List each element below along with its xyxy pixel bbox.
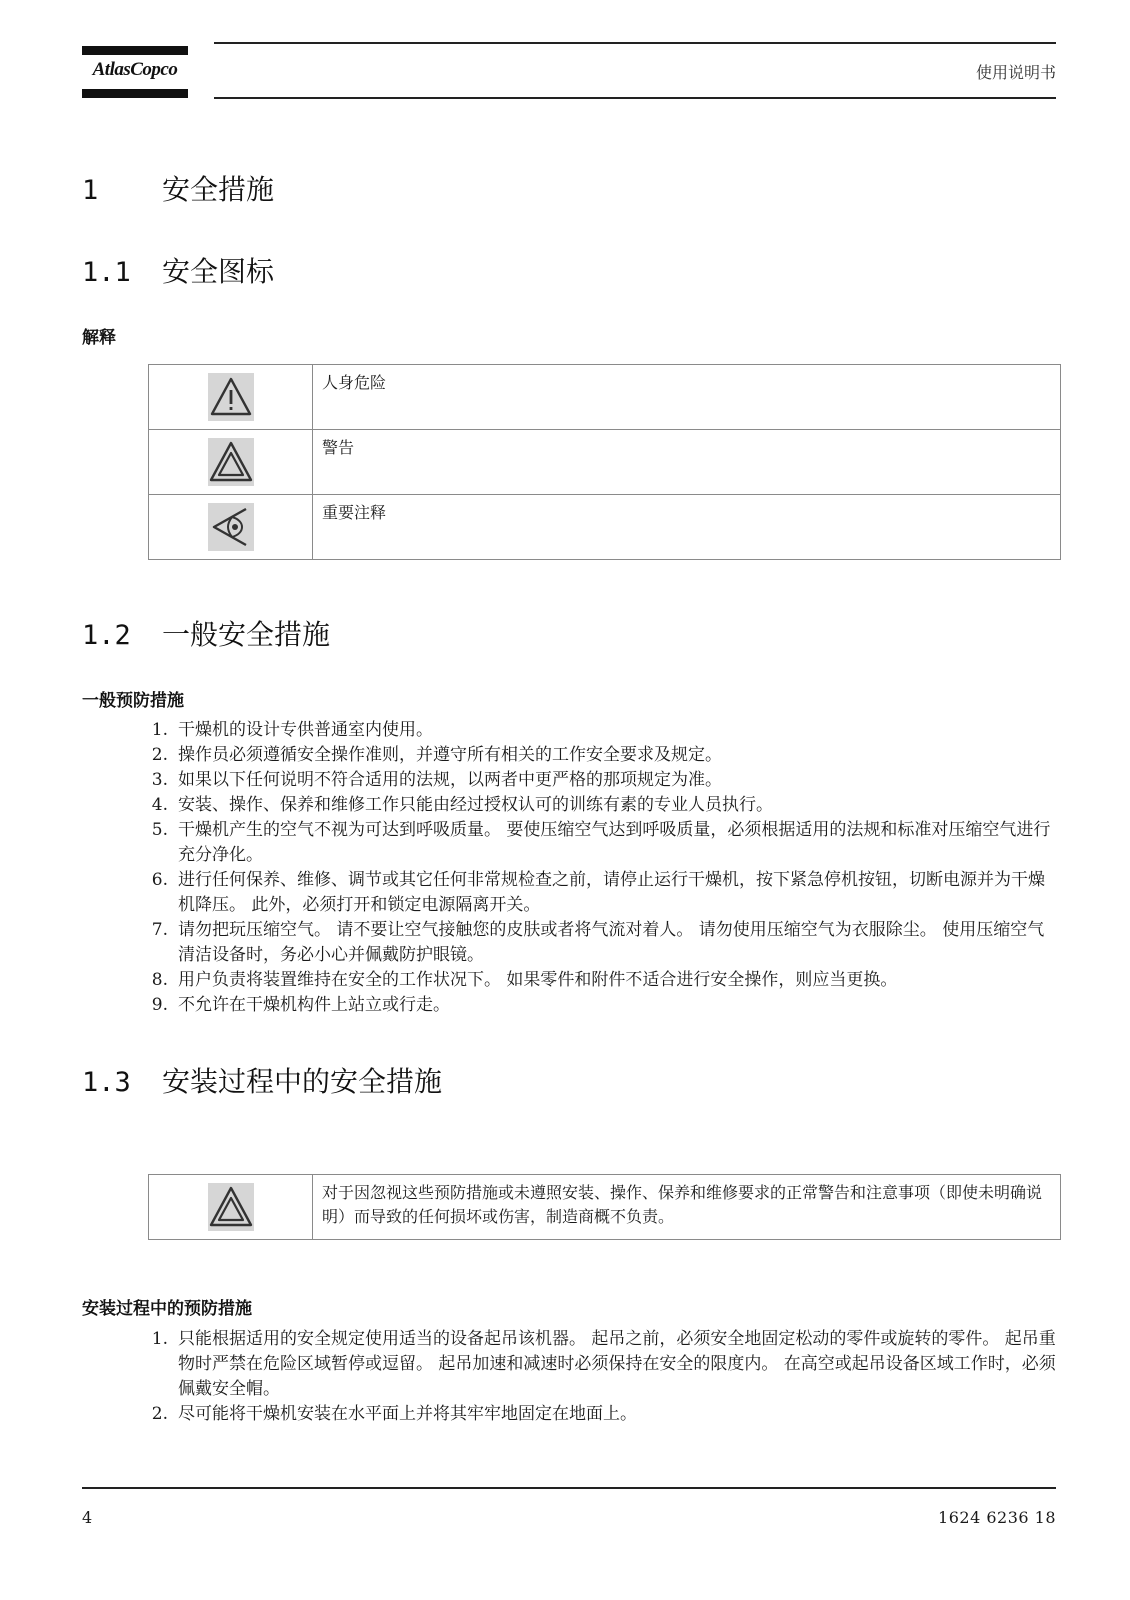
section-title: 一般安全措施 <box>162 618 331 651</box>
section-title: 安装过程中的安全措施 <box>162 1065 443 1098</box>
list-item-number: 2. <box>151 1404 168 1424</box>
list-item-number: 1. <box>151 1329 168 1349</box>
symbol-label: 人身危险 <box>313 365 1061 430</box>
icon-cell <box>149 365 313 430</box>
table-row <box>149 365 1061 430</box>
list-item <box>140 818 1060 868</box>
warning-triangle-icon <box>208 1183 254 1231</box>
list-item-number: 5. <box>151 820 168 840</box>
list-item <box>140 968 1060 993</box>
footer-rule <box>82 1487 1056 1489</box>
list-item-text: 只能根据适用的安全规定使用适当的设备起吊该机器。 起吊之前，必须安全地固定松动的零件或旋转的零件。 起吊重物时严禁在危险区域暂停或逗留。 起吊加速和减速时必须保持在安全的限度内。 在高空或起吊设备区域工作时，必须佩戴安全帽。 <box>178 1329 1056 1399</box>
section-title: 安全措施 <box>162 173 275 206</box>
list-item <box>140 718 1060 743</box>
list-item <box>140 768 1060 793</box>
list-item <box>140 743 1060 768</box>
section-number: 1.1 <box>82 257 131 288</box>
table-row <box>149 430 1061 495</box>
list-item-text: 用户负责将装置维持在安全的工作状况下。 如果零件和附件不适合进行安全操作，则应当更换。 <box>178 970 898 990</box>
install-precautions-list <box>140 1327 1060 1427</box>
general-precautions-list <box>140 718 1060 1018</box>
list-item-number: 4. <box>151 795 168 815</box>
symbol-label: 重要注释 <box>313 495 1061 560</box>
section-1-3-heading <box>82 1060 442 1100</box>
list-item-number: 9. <box>151 995 168 1015</box>
header-rule-bottom <box>214 97 1056 99</box>
atlas-copco-logo <box>82 46 188 98</box>
exclamation-triangle-icon <box>208 373 254 421</box>
list-item-text: 安装、操作、保养和维修工作只能由经过授权认可的训练有素的专业人员执行。 <box>178 795 773 815</box>
list-item <box>140 918 1060 968</box>
list-item <box>140 993 1060 1018</box>
section-title: 安全图标 <box>162 255 275 288</box>
warning-triangle-icon <box>208 438 254 486</box>
header-rule-top <box>214 42 1056 44</box>
list-item-text: 干燥机的设计专供普通室内使用。 <box>178 720 433 740</box>
section-1-2-heading <box>82 613 330 653</box>
section-1-1-heading <box>82 250 274 290</box>
section-number: 1 <box>82 175 99 206</box>
list-item-number: 8. <box>151 970 168 990</box>
list-item-text: 进行任何保养、维修、调节或其它任何非常规检查之前，请停止运行干燥机，按下紧急停机按钮，切断电源并为干燥机降压。 此外，必须打开和锁定电源隔离开关。 <box>178 870 1045 915</box>
list-item <box>140 1402 1060 1427</box>
list-item-text: 请勿把玩压缩空气。 请不要让空气接触您的皮肤或者将气流对着人。 请勿使用压缩空气为衣服除尘。 使用压缩空气清洁设备时，务必小心并佩戴防护眼镜。 <box>178 920 1045 965</box>
list-item <box>140 868 1060 918</box>
list-item-number: 2. <box>151 745 168 765</box>
general-precautions-heading: 一般预防措施 <box>82 691 184 711</box>
document-number: 1624 6236 18 <box>938 1508 1056 1527</box>
list-item-number: 7. <box>151 920 168 940</box>
eye-note-icon <box>208 503 254 551</box>
logo-bar-bottom <box>82 89 188 98</box>
icon-cell <box>149 430 313 495</box>
list-item <box>140 793 1060 818</box>
list-item-number: 3. <box>151 770 168 790</box>
warning-text: 对于因忽视这些预防措施或未遵照安装、操作、保养和维修要求的正常警告和注意事项（即使未明确说明）而导致的任何损坏或伤害，制造商概不负责。 <box>313 1175 1061 1240</box>
table-row <box>149 495 1061 560</box>
list-item-number: 1. <box>151 720 168 740</box>
install-warning-table <box>148 1174 1061 1240</box>
symbol-label: 警告 <box>313 430 1061 495</box>
list-item-number: 6. <box>151 870 168 890</box>
symbol-legend-table <box>148 364 1061 560</box>
list-item-text: 不允许在干燥机构件上站立或行走。 <box>178 995 450 1015</box>
icon-cell <box>149 495 313 560</box>
list-item <box>140 1327 1060 1402</box>
page-number: 4 <box>82 1508 93 1527</box>
section-1-heading <box>82 168 274 208</box>
section-number: 1.2 <box>82 620 131 651</box>
install-precautions-heading: 安装过程中的预防措施 <box>82 1299 252 1319</box>
list-item-text: 干燥机产生的空气不视为可达到呼吸质量。 要使压缩空气达到呼吸质量，必须根据适用的法规和标准对压缩空气进行充分净化。 <box>178 820 1051 865</box>
logo-bar-top <box>82 46 188 55</box>
section-number: 1.3 <box>82 1067 131 1098</box>
header-title: 使用说明书 <box>975 63 1056 82</box>
icon-cell <box>149 1175 313 1240</box>
symbols-heading: 解释 <box>82 328 116 348</box>
list-item-text: 如果以下任何说明不符合适用的法规，以两者中更严格的那项规定为准。 <box>178 770 722 790</box>
list-item-text: 操作员必须遵循安全操作准则，并遵守所有相关的工作安全要求及规定。 <box>178 745 722 765</box>
list-item-text: 尽可能将干燥机安装在水平面上并将其牢牢地固定在地面上。 <box>178 1404 637 1424</box>
table-row <box>149 1175 1061 1240</box>
logo-wordmark: AtlasCopco <box>92 59 178 80</box>
